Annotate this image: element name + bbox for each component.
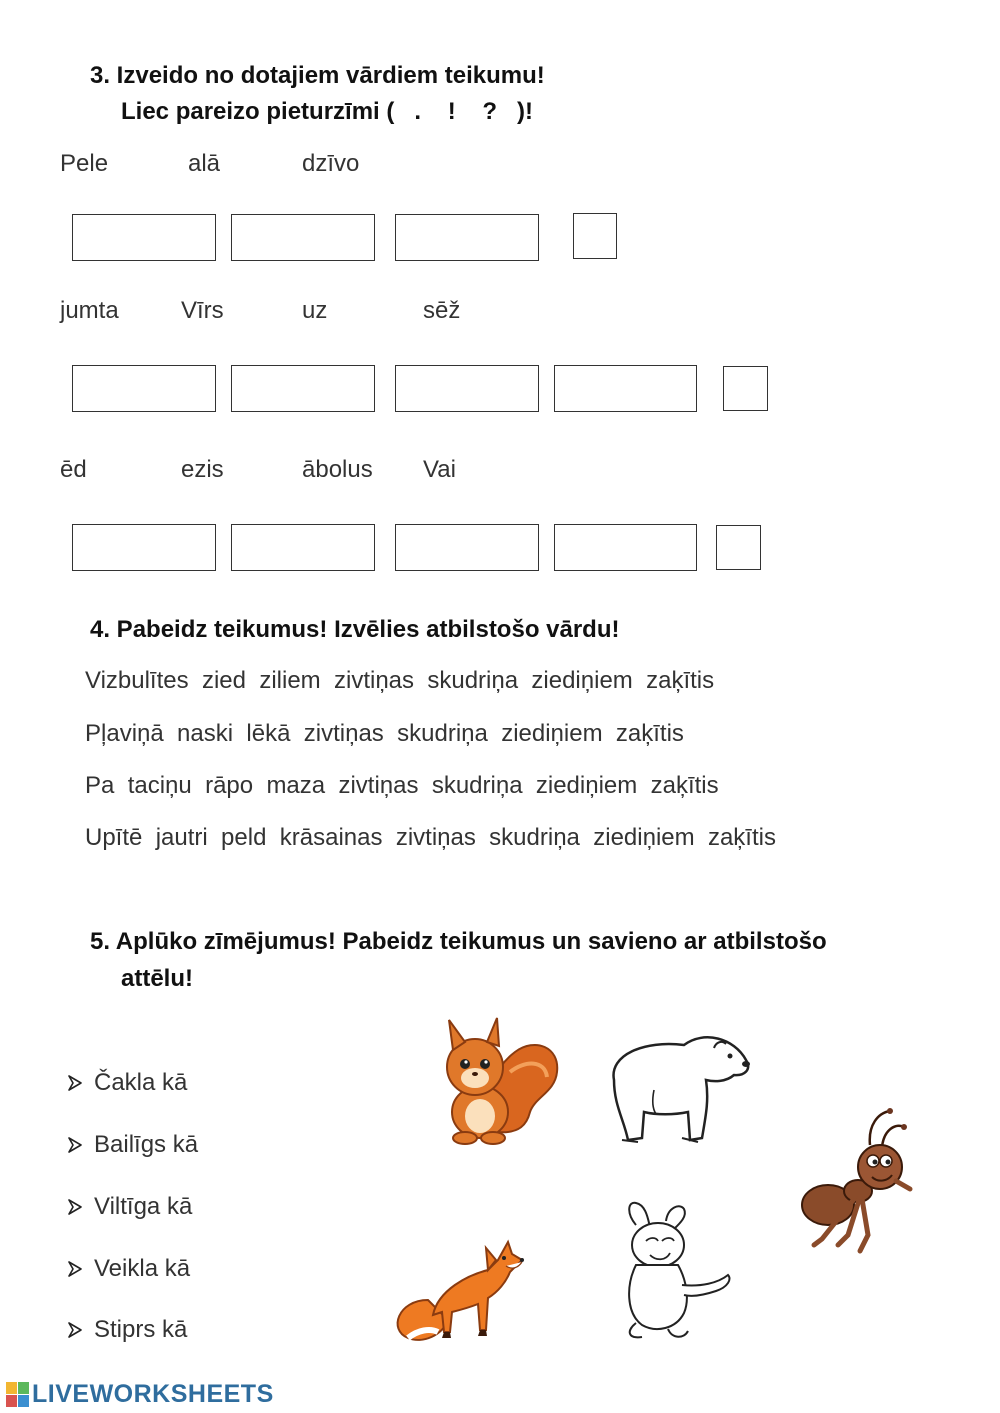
arrow-bullet-icon [68,1322,82,1338]
task3-word: uz [302,297,328,324]
answer-box-word[interactable] [72,524,216,571]
task3-word: Vai [423,456,456,483]
task3-word: ēd [60,456,87,483]
task4-title: 4. Pabeidz teikumus! Izvēlies atbilstošo vārdu! [90,616,620,643]
task3-word: jumta [60,297,119,324]
list-item [68,1255,190,1283]
answer-box-word[interactable] [554,365,697,412]
list-item-label: Čakla kā [94,1069,188,1096]
arrow-bullet-icon [68,1075,82,1091]
task4-sentence[interactable]: Pa taciņu rāpo maza zivtiņas skudriņa ziediņiem zaķītis [85,772,719,799]
task4-sentence[interactable]: Upītē jautri peld krāsainas zivtiņas skudriņa ziediņiem zaķītis [85,824,776,851]
list-item [68,1131,198,1159]
task3-word: Pele [60,150,109,177]
arrow-bullet-icon [68,1261,82,1277]
list-item-label: Veikla kā [94,1255,191,1282]
answer-box-word[interactable] [72,214,216,261]
list-item [68,1069,187,1097]
footer-brand [6,1380,274,1409]
list-item [68,1316,187,1344]
rabbit-picture[interactable] [606,1195,736,1345]
list-item-label: Viltīga kā [94,1193,193,1220]
task3-word: alā [188,150,221,177]
task3-word: dzīvo [302,150,360,177]
answer-box-word[interactable] [72,365,216,412]
task3-word: ābolus [302,456,373,483]
task4-sentence[interactable]: Vizbulītes zied ziliem zivtiņas skudriņa ziediņiem zaķītis [85,667,715,694]
ant-picture[interactable] [800,1105,920,1265]
answer-box-word[interactable] [231,524,375,571]
task3-title: 3. Izveido no dotajiem vārdiem teikumu! [90,62,545,89]
answer-box-word[interactable] [554,524,697,571]
list-item-label: Bailīgs kā [94,1131,199,1158]
task4-sentence[interactable]: Pļaviņā naski lēkā zivtiņas skudriņa ziediņiem zaķītis [85,720,684,747]
footer-brand-text: LIVEWORKSHEETS [32,1380,274,1408]
squirrel-picture[interactable] [435,1012,565,1147]
answer-box-word[interactable] [231,214,375,261]
answer-box-word[interactable] [395,214,539,261]
task3-word: Vīrs [181,297,224,324]
answer-box-punctuation[interactable] [723,366,768,411]
task5-title-cont: attēlu! [121,965,193,992]
task3-word: ezis [181,456,224,483]
answer-box-word[interactable] [395,365,539,412]
task5-title: 5. Aplūko zīmējumus! Pabeidz teikumus un savieno ar atbilstošo [90,928,827,955]
task3-subtitle: Liec pareizo pieturzīmi ( . ! ? )! [121,98,534,125]
arrow-bullet-icon [68,1199,82,1215]
task3-word: sēž [423,297,461,324]
arrow-bullet-icon [68,1137,82,1153]
liveworksheets-logo-icon [6,1382,30,1408]
bear-picture[interactable] [594,1020,754,1155]
list-item [68,1193,192,1221]
list-item-label: Stiprs kā [94,1316,188,1343]
fox-picture[interactable] [388,1220,528,1345]
answer-box-word[interactable] [395,524,539,571]
answer-box-punctuation[interactable] [716,525,761,570]
answer-box-punctuation[interactable] [573,213,617,259]
answer-box-word[interactable] [231,365,375,412]
